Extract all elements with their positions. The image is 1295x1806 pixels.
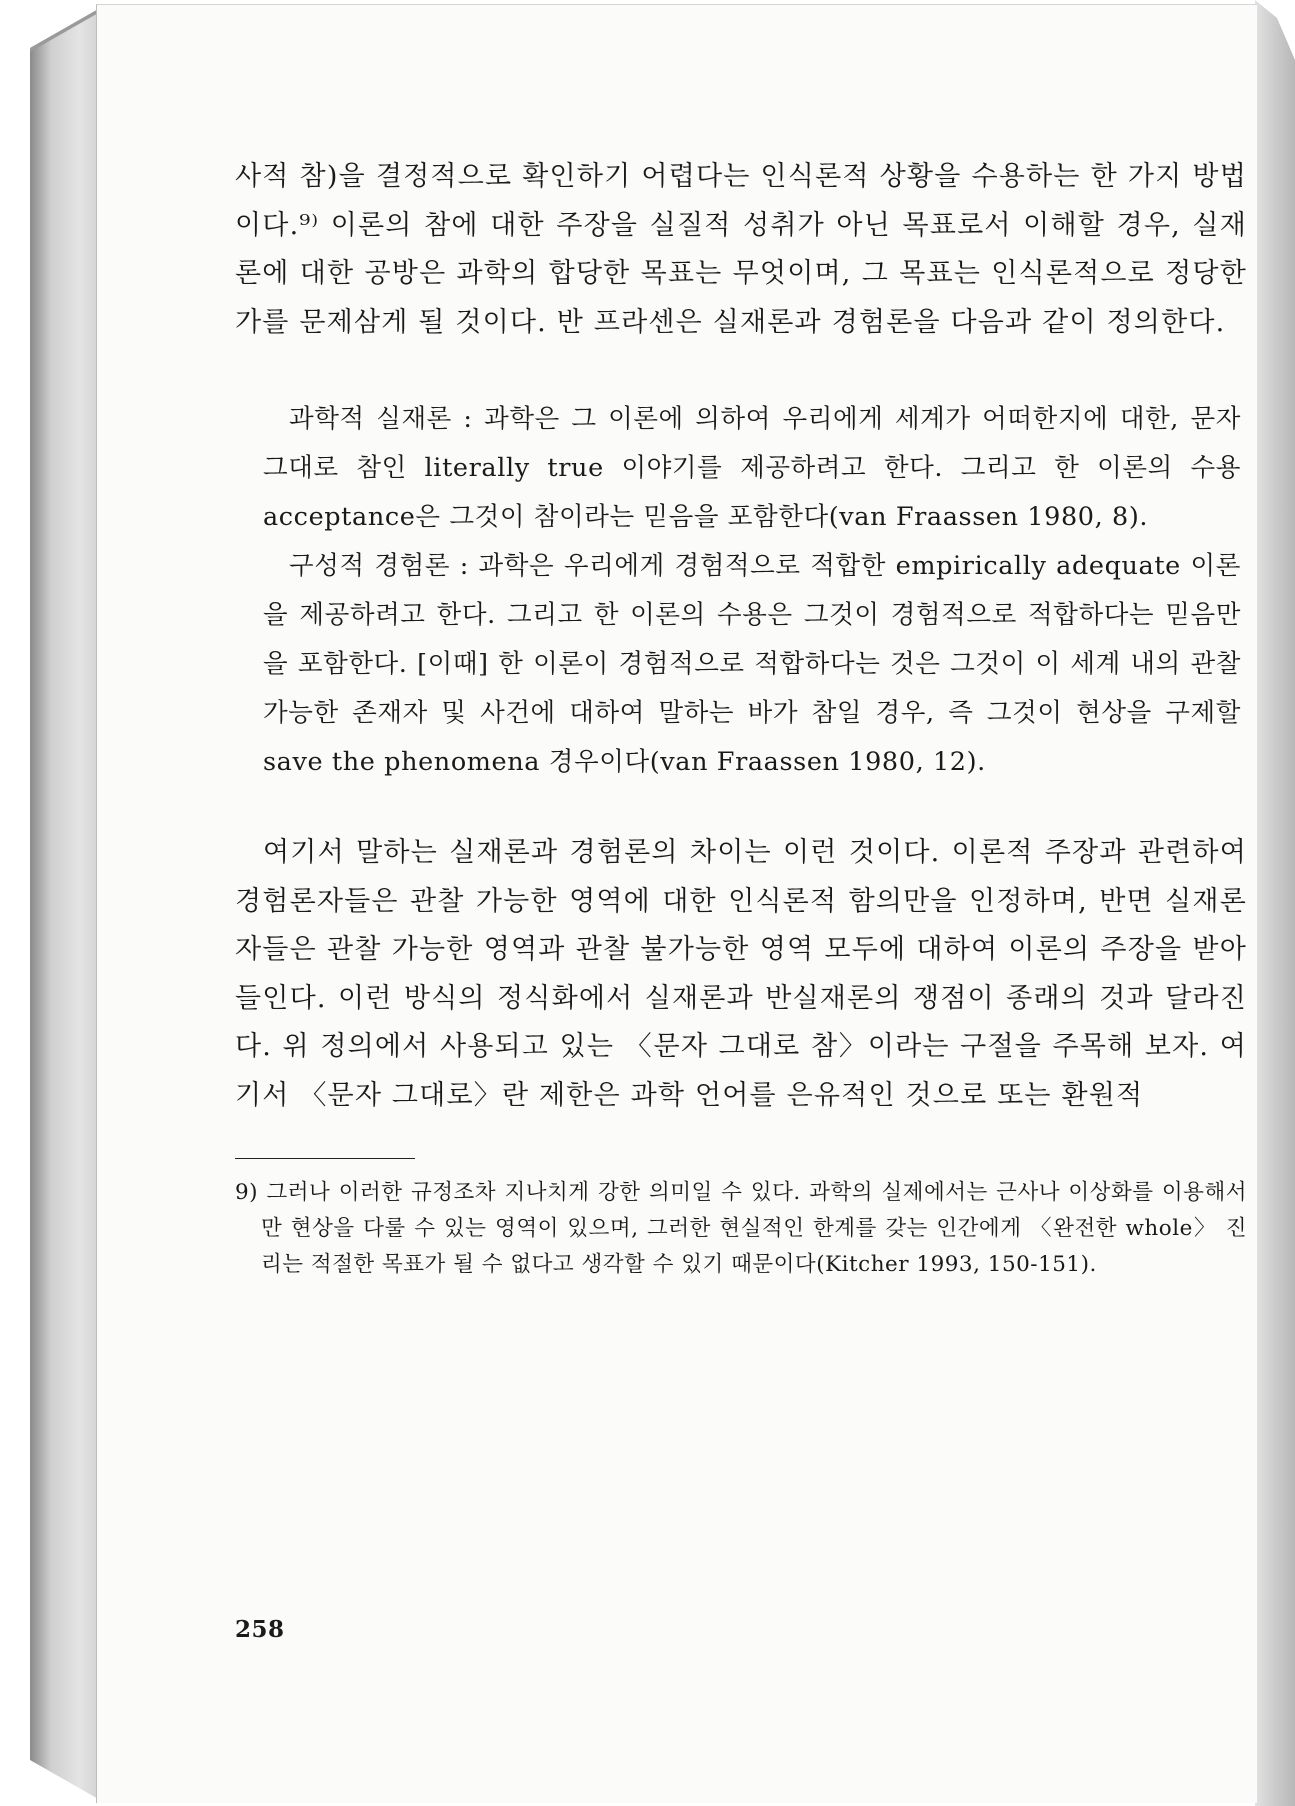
book-page (96, 4, 1257, 1803)
book-spine (30, 8, 100, 1800)
page-edge-shadow (1255, 0, 1295, 1806)
page-number: 258 (235, 1616, 285, 1643)
body-paragraph-2: 여기서 말하는 실재론과 경험론의 차이는 이런 것이다. 이론적 주장과 관련하여 경험론자들은 관찰 가능한 영역에 대한 인식론적 함의만을 인정하며, 반면 실재론자들은 관찰 가능한 영역과 관찰 불가능한 영역 모두에 대하여 이론의 주장을 받아들인다. 이런 방식의 정식화에서 실재론과 반실재론의 쟁점이 종래의 것과 달라진다. 위 정의에서 사용되고 있는 〈문자 그대로 참〉이라는 구절을 주목해 보자. 여기서 〈문자 그대로〉란 제한은 과학 언어를 은유적인 것으로 또는 환원적 (235, 837, 1247, 1111)
footnote-divider (235, 1158, 415, 1159)
body-paragraph-1: 사적 참)을 결정적으로 확인하기 어렵다는 인식론적 상황을 수용하는 한 가지 방법이다.⁹⁾ 이론의 참에 대한 주장을 실질적 성취가 아닌 목표로서 이해할 경우, 실재론에 대한 공방은 과학의 합당한 목표는 무엇이며, 그 목표는 인식론적으로 정당한가를 문제삼게 될 것이다. 반 프라센은 실재론과 경험론을 다음과 같이 정의한다. (235, 161, 1247, 338)
quote-constructive-empiricism: 구성적 경험론 : 과학은 우리에게 경험적으로 적합한 empirically adequate 이론을 제공하려고 한다. 그리고 한 이론의 수용은 그것이 경험적으로 적합하다는 믿음만을 포함한다. [이때] 한 이론이 경험적으로 적합하다는 것은 그것이 이 세계 내의 관찰 가능한 존재자 및 사건에 대하여 말하는 바가 참일 경우, 즉 그것이 현상을 구제할 save the phenomena 경우이다(van Fraassen 1980, 12). (263, 551, 1241, 777)
block-quote (263, 395, 1241, 787)
quote-scientific-realism: 과학적 실재론 : 과학은 그 이론에 의하여 우리에게 세계가 어떠한지에 대한, 문자 그대로 참인 literally true 이야기를 제공하려고 한다. 그리고 한 이론의 수용 acceptance은 그것이 참이라는 믿음을 포함한다(van Fraassen 1980, 8). (263, 404, 1241, 532)
footnote-9 (235, 1175, 1247, 1283)
page-content (235, 153, 1247, 1283)
footnote-text: 그러나 이러한 규정조차 지나치게 강한 의미일 수 있다. 과학의 실제에서는 근사나 이상화를 이용해서만 현상을 다룰 수 있는 영역이 있으며, 그러한 현실적인 한계를 갖는 인간에게 〈완전한 whole〉 진리는 적절한 목표가 될 수 없다고 생각할 수 있기 때문이다(Kitcher 1993, 150-151). (261, 1180, 1247, 1277)
footnote-number: 9) (235, 1180, 259, 1205)
